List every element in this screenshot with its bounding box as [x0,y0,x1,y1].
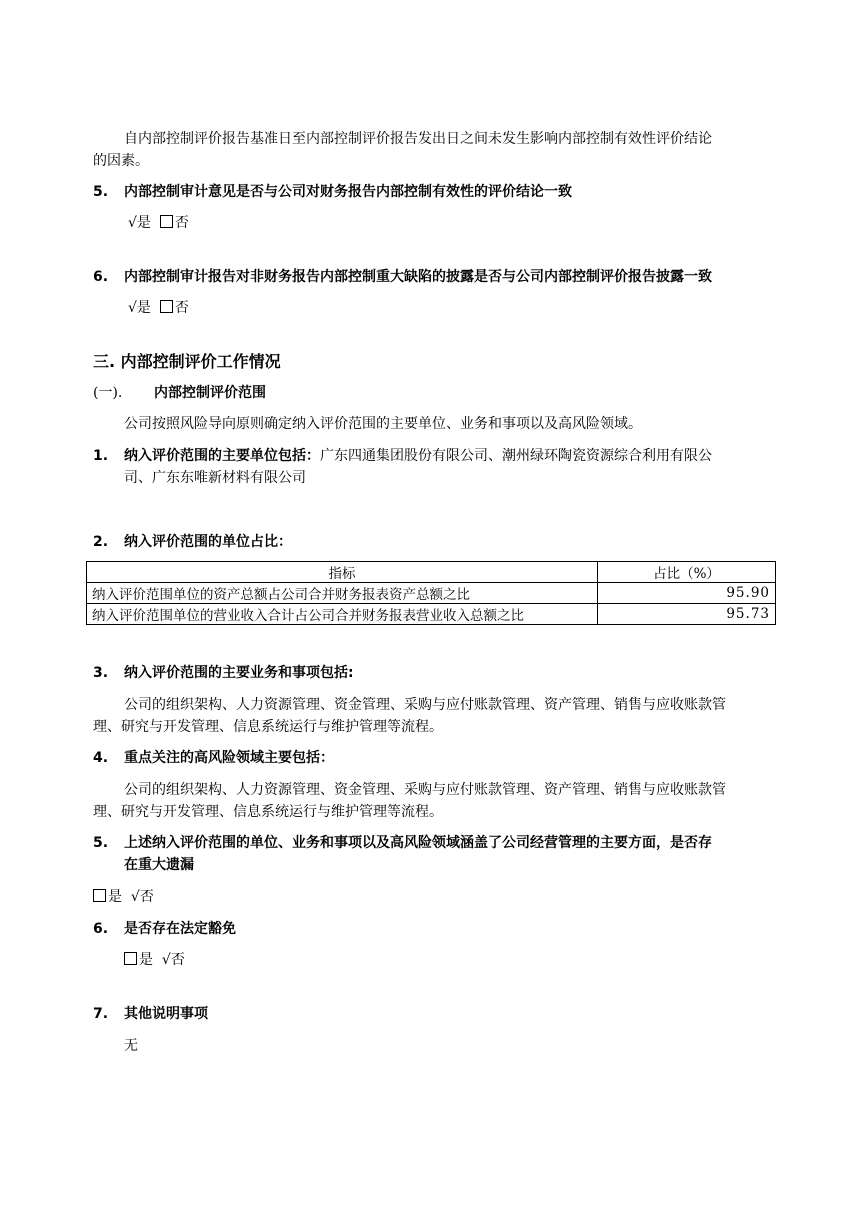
p5-label-2: 在重大遗漏 [124,857,194,873]
table-header-ratio: 占比（%） [598,562,776,583]
item6-number: 6. [93,269,109,285]
item5-yes-label: 是 [136,215,151,231]
p3-text-1: 公司的组织架构、人力资源管理、资金管理、采购与应付账款管理、资产管理、销售与应收账款管 [124,697,726,713]
section3-sub1-text: 公司按照风险导向原则确定纳入评价范围的主要单位、业务和事项以及高风险领域。 [124,416,642,432]
intro-line-1: 自内部控制评价报告基准日至内部控制评价报告发出日之间未发生影响内部控制有效性评价结论 [124,131,712,147]
check-mark-icon: √ [130,889,140,905]
p1-number: 1. [93,448,109,464]
p4-label: 重点关注的高风险领域主要包括： [124,750,334,766]
p5-no-label: 否 [139,889,154,905]
check-mark-icon: √ [161,952,171,968]
p6-label: 是否存在法定豁免 [124,921,236,937]
scope-ratio-table [86,561,776,625]
empty-checkbox-icon [93,889,106,902]
p5-options [93,886,154,908]
p2-number: 2. [93,534,109,550]
p4-number: 4. [93,750,109,766]
check-mark-icon: √ [128,300,137,316]
table-row [87,583,776,604]
table-header-row [87,562,776,583]
p1-text-2: 司、广东东唯新材料有限公司 [124,470,306,486]
p3-label: 纳入评价范围的主要业务和事项包括: [124,665,354,681]
p6-number: 6. [93,921,109,937]
p3-text-2: 理、研究与开发管理、信息系统运行与维护管理等流程。 [93,719,443,735]
table-cell-label: 纳入评价范围单位的资产总额占公司合并财务报表资产总额之比 [87,583,598,604]
section3-sub1-title: 内部控制评价范围 [154,385,266,401]
p2-label: 纳入评价范围的单位占比： [124,534,292,550]
p7-label: 其他说明事项 [124,1006,208,1022]
intro-line-2: 的因素。 [93,153,149,169]
p7-text: 无 [124,1038,138,1054]
p6-yes-label: 是 [139,952,153,968]
empty-checkbox-icon [124,952,137,965]
p4-text-2: 理、研究与开发管理、信息系统运行与维护管理等流程。 [93,804,443,820]
p6-no-label: 否 [170,952,185,968]
p5-label-1: 上述纳入评价范围的单位、业务和事项以及高风险领域涵盖了公司经营管理的主要方面，是否存 [124,835,712,851]
table-cell-label: 纳入评价范围单位的营业收入合计占公司合并财务报表营业收入总额之比 [87,604,598,625]
table-header-indicator: 指标 [87,562,598,583]
item6-title: 内部控制审计报告对非财务报告内部控制重大缺陷的披露是否与公司内部控制评价报告披露一致 [124,269,712,285]
p5-yes-label: 是 [108,889,122,905]
item5-number: 5. [93,184,109,200]
p7-number: 7. [93,1006,109,1022]
check-mark-icon: √ [128,215,137,231]
p5-number: 5. [93,835,109,851]
section3-sub1-number: (一). [93,385,123,401]
p3-number: 3. [93,665,109,681]
item5-no-label: 否 [174,215,189,231]
item6-no-label: 否 [174,300,189,316]
item5-title: 内部控制审计意见是否与公司对财务报告内部控制有效性的评价结论一致 [124,184,572,200]
empty-checkbox-icon [160,215,173,228]
p1-label: 纳入评价范围的主要单位包括： [124,448,320,464]
item6-options [128,297,189,319]
table-cell-value: 95.73 [598,604,776,625]
p6-options [124,949,185,971]
section3-title: 三. 内部控制评价工作情况 [93,352,281,371]
table-cell-value: 95.90 [598,583,776,604]
p1-text-1: 广东四通集团股份有限公司、潮州绿环陶瓷资源综合利用有限公 [320,448,712,464]
item5-options [128,212,189,234]
p1-line-1 [124,445,712,467]
empty-checkbox-icon [160,300,173,313]
item6-yes-label: 是 [136,300,151,316]
table-row [87,604,776,625]
p4-text-1: 公司的组织架构、人力资源管理、资金管理、采购与应付账款管理、资产管理、销售与应收账款管 [124,782,726,798]
